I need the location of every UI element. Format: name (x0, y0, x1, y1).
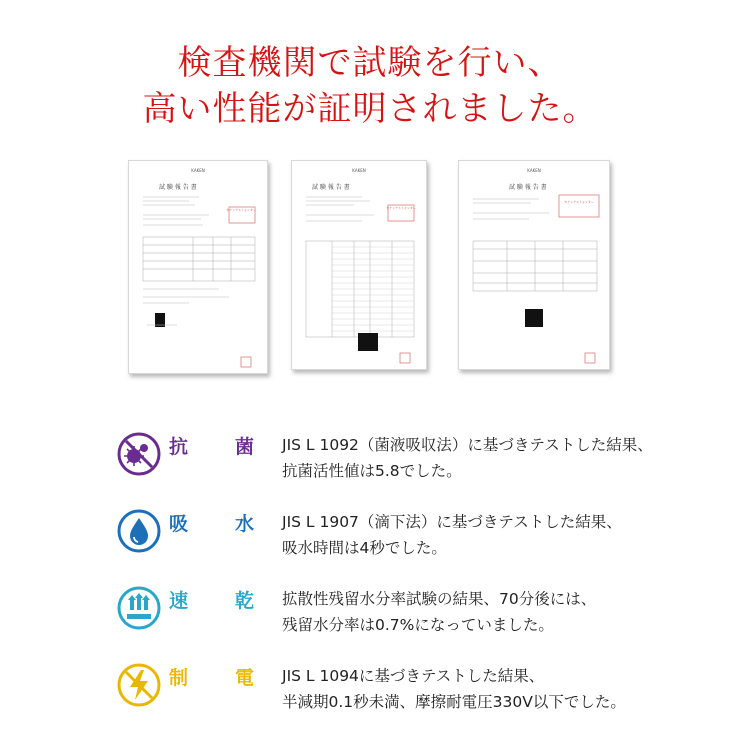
quick-dry-icon (117, 586, 161, 630)
feature-antistatic (117, 663, 677, 719)
feature-label-char-1: 速 (169, 590, 189, 612)
feature-water-absorption (117, 509, 677, 565)
test-report-document-3 (458, 160, 610, 370)
doc-stamp-text: カケンテストセンター (386, 206, 416, 210)
feature-label-char-2: 菌 (235, 436, 255, 458)
feature-label-char-2: 水 (235, 513, 255, 535)
test-report-document-2 (291, 160, 427, 370)
doc-stamp-text: カケンテストセンター (226, 208, 256, 212)
feature-description-line-1: JIS L 1907（滴下法）に基づきテストした結果、 (282, 513, 622, 531)
red-stamp (559, 195, 599, 217)
feature-description-line-2: 吸水時間は4秒でした。 (282, 539, 447, 557)
doc-header-text: KAKEN (527, 168, 541, 173)
headline-line-2: 高い性能が証明されました。 (142, 89, 598, 129)
feature-description (282, 663, 682, 715)
water-drop-icon (117, 509, 161, 553)
feature-label-char-1: 抗 (169, 436, 189, 458)
feature-label-char-1: 吸 (169, 513, 189, 535)
test-report-document-1 (128, 160, 268, 374)
headline-line-1: 検査機関で試験を行い、 (177, 43, 563, 83)
redaction-block (525, 309, 543, 327)
feature-description (282, 586, 682, 638)
doc-title: 試 験 報 告 書 (159, 184, 197, 191)
doc-header-text: KAKEN (352, 168, 366, 173)
feature-description-line-1: 拡散性残留水分率試験の結果、70分後には、 (282, 590, 597, 608)
feature-antibacterial (117, 432, 677, 488)
feature-label-char-2: 乾 (235, 590, 255, 612)
feature-description (282, 432, 682, 484)
feature-label-char-1: 制 (169, 667, 189, 689)
feature-description-line-2: 抗菌活性値は5.8でした。 (282, 462, 462, 480)
feature-description-line-2: 残留水分率は0.7%になっていました。 (282, 616, 554, 634)
redaction-block (358, 333, 378, 351)
doc-stamp-text: カケンテストセンター (564, 200, 594, 204)
feature-description (282, 509, 682, 561)
antistatic-icon (117, 663, 161, 707)
antibacterial-icon (117, 432, 161, 476)
doc-title: 試 験 報 告 書 (509, 184, 547, 191)
feature-description-line-1: JIS L 1094に基づきテストした結果、 (282, 667, 545, 685)
feature-description-line-1: JIS L 1092（菌液吸収法）に基づきテストした結果、 (282, 436, 653, 454)
feature-description-line-2: 半減期0.1秒未満、摩擦耐電圧330V以下でした。 (282, 693, 626, 711)
doc-title: 試 験 報 告 書 (312, 184, 350, 191)
feature-label-char-2: 電 (235, 667, 255, 689)
doc-header-text: KAKEN (191, 168, 205, 173)
feature-quick-dry (117, 586, 677, 642)
